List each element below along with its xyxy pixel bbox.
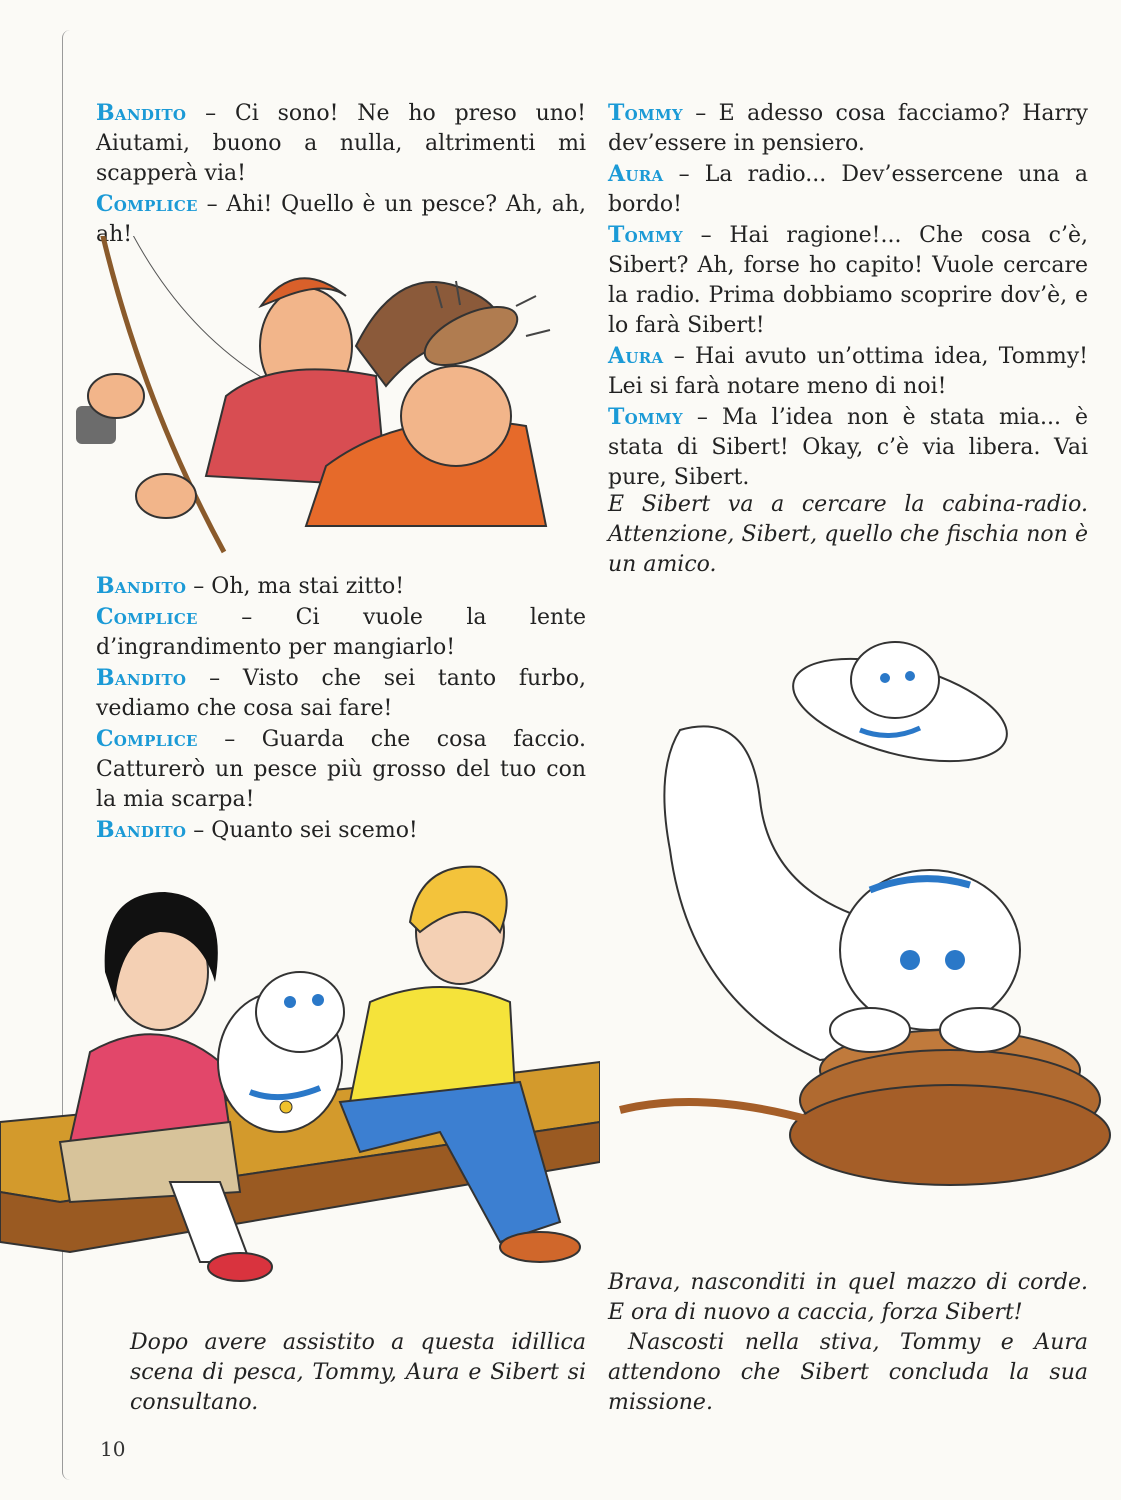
dialogue-line bbox=[96, 602, 586, 663]
page-number: 10 bbox=[100, 1437, 126, 1461]
dialogue-text: – Ma l’idea non è stata mia... è stata di Sibert! Okay, c’è via libera. Vai pure, Sibert. bbox=[608, 405, 1089, 490]
dialogue-text: – Ci sono! Ne ho preso uno! Aiutami, buono a nulla, altrimenti mi scapperà via! bbox=[96, 101, 586, 186]
narration-text: Dopo avere assistito a questa idillica scena di pesca, Tommy, Aura e Sibert si consultano. bbox=[130, 1330, 586, 1415]
speaker-name: Complice bbox=[96, 604, 198, 630]
dialogue-line bbox=[608, 402, 1088, 493]
speaker-name: Aura bbox=[608, 343, 664, 369]
left-narration bbox=[130, 1328, 586, 1418]
dialogue-line bbox=[96, 724, 586, 815]
narration-text: E Sibert va a cercare la cabina-radio. Attenzione, Sibert, quello che fischia non è un amico. bbox=[608, 492, 1088, 577]
speaker-name: Tommy bbox=[608, 100, 683, 126]
dialogue-text: – Quanto sei scemo! bbox=[193, 818, 418, 843]
left-dialogue-mid bbox=[96, 571, 586, 846]
dialogue-text: – Ahi! Quello è un pesce? Ah, ah, ah! bbox=[96, 192, 586, 247]
dialogue-line bbox=[96, 98, 586, 189]
dialogue-line bbox=[608, 220, 1088, 341]
dialogue-line bbox=[96, 663, 586, 724]
speaker-name: Bandito bbox=[96, 573, 187, 599]
speaker-name: Aura bbox=[608, 161, 664, 187]
dialogue-line bbox=[96, 571, 586, 602]
dialogue-line bbox=[608, 98, 1088, 159]
speaker-name: Complice bbox=[96, 726, 198, 752]
dialogue-text: – Ci vuole la lente d’ingrandimento per mangiarlo! bbox=[96, 605, 586, 660]
right-dialogue bbox=[608, 98, 1088, 493]
dialogue-text: – La radio... Dev’essercene una a bordo! bbox=[608, 162, 1088, 217]
dialogue-line bbox=[608, 159, 1088, 220]
right-narration-1 bbox=[608, 490, 1088, 580]
dialogue-line bbox=[96, 815, 586, 846]
dialogue-text: – Oh, ma stai zitto! bbox=[193, 574, 405, 599]
seal-illustration bbox=[600, 620, 1115, 1200]
speaker-name: Tommy bbox=[608, 404, 683, 430]
dialogue-text: – E adesso cosa facciamo? Harry dev’essere in pensiero. bbox=[608, 101, 1088, 156]
dialogue-text: – Guarda che cosa faccio. Catturerò un pesce più grosso del tuo con la mia scarpa! bbox=[96, 727, 586, 812]
speaker-name: Bandito bbox=[96, 100, 187, 126]
dialogue-text: – Hai avuto un’ottima idea, Tommy! Lei si farà notare meno di noi! bbox=[608, 344, 1088, 399]
speaker-name: Bandito bbox=[96, 817, 187, 843]
right-narration-2 bbox=[608, 1268, 1088, 1418]
speaker-name: Complice bbox=[96, 191, 198, 217]
dialogue-text: – Visto che sei tanto furbo, vediamo che cosa sai fare! bbox=[96, 666, 586, 721]
narration-text: Brava, nasconditi in quel mazzo di corde. E ora di nuovo a caccia, forza Sibert! bbox=[608, 1270, 1088, 1325]
speaker-name: Bandito bbox=[96, 665, 187, 691]
dialogue-line bbox=[608, 341, 1088, 402]
fishing-illustration bbox=[56, 236, 596, 556]
speaker-name: Tommy bbox=[608, 222, 683, 248]
dialogue-text: – Hai ragione!... Che cosa c’è, Sibert? Ah, forse ho capito! Vuole cercare la radio. Prima dobbiamo scoprire dov’è, e lo farà Sibert! bbox=[608, 223, 1088, 338]
kids-bench-illustration bbox=[0, 862, 600, 1302]
left-dialogue-top bbox=[96, 98, 586, 250]
narration-text: Nascosti nella stiva, Tommy e Aura attendono che Sibert concluda la sua missione. bbox=[608, 1330, 1088, 1415]
